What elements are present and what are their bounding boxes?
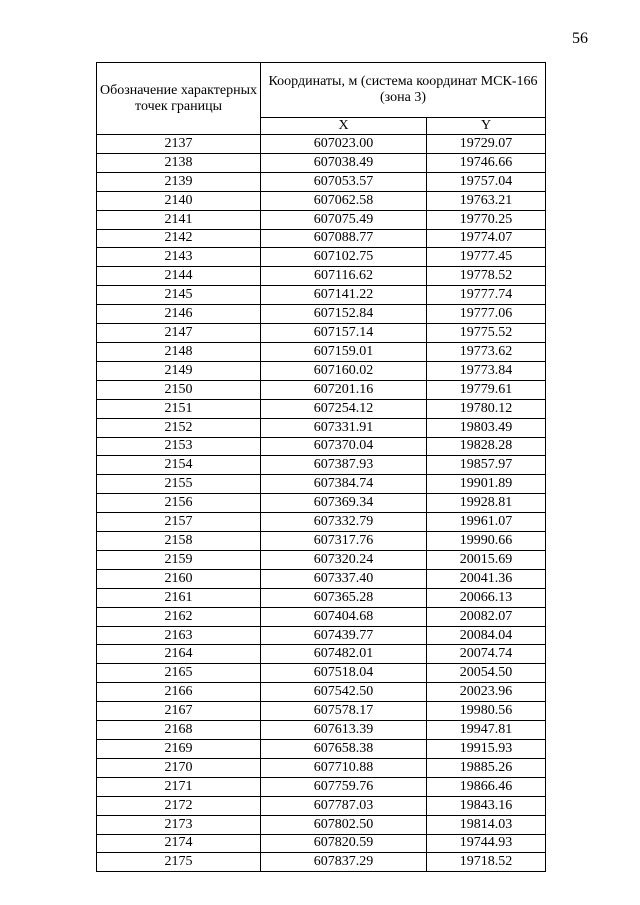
y-coordinate-cell: 19901.89 (427, 475, 546, 494)
table-row (97, 191, 546, 210)
point-id-cell: 2145 (97, 286, 261, 305)
x-coordinate-cell: 607038.49 (261, 153, 427, 172)
point-id-cell: 2141 (97, 210, 261, 229)
x-coordinate-cell: 607387.93 (261, 456, 427, 475)
point-id-cell: 2143 (97, 248, 261, 267)
y-coordinate-cell: 20084.04 (427, 626, 546, 645)
table-body (97, 135, 546, 872)
x-coordinate-cell: 607820.59 (261, 834, 427, 853)
point-id-cell: 2149 (97, 361, 261, 380)
point-id-cell: 2137 (97, 135, 261, 154)
x-coordinate-cell: 607141.22 (261, 286, 427, 305)
point-id-cell: 2169 (97, 740, 261, 759)
x-coordinate-cell: 607482.01 (261, 645, 427, 664)
table-row (97, 683, 546, 702)
y-coordinate-cell: 19803.49 (427, 418, 546, 437)
x-coordinate-cell: 607160.02 (261, 361, 427, 380)
table-row (97, 702, 546, 721)
point-id-cell: 2158 (97, 532, 261, 551)
table-row (97, 758, 546, 777)
table-row (97, 569, 546, 588)
x-coordinate-cell: 607116.62 (261, 267, 427, 286)
x-coordinate-cell: 607337.40 (261, 569, 427, 588)
y-coordinate-cell: 19773.62 (427, 342, 546, 361)
x-coordinate-cell: 607613.39 (261, 721, 427, 740)
table-row (97, 607, 546, 626)
point-id-cell: 2140 (97, 191, 261, 210)
y-coordinate-cell: 19744.93 (427, 834, 546, 853)
coordinates-table (96, 62, 546, 872)
x-coordinate-cell: 607404.68 (261, 607, 427, 626)
y-coordinate-cell: 19915.93 (427, 740, 546, 759)
point-id-cell: 2148 (97, 342, 261, 361)
y-coordinate-cell: 19778.52 (427, 267, 546, 286)
y-coordinate-cell: 19828.28 (427, 437, 546, 456)
point-id-cell: 2173 (97, 815, 261, 834)
x-coordinate-cell: 607518.04 (261, 664, 427, 683)
y-coordinate-cell: 19947.81 (427, 721, 546, 740)
x-coordinate-cell: 607159.01 (261, 342, 427, 361)
x-coordinate-cell: 607201.16 (261, 380, 427, 399)
x-coordinate-cell: 607320.24 (261, 550, 427, 569)
point-id-cell: 2146 (97, 305, 261, 324)
y-coordinate-cell: 20074.74 (427, 645, 546, 664)
x-coordinate-cell: 607157.14 (261, 324, 427, 343)
y-coordinate-cell: 19763.21 (427, 191, 546, 210)
y-coordinate-cell: 19990.66 (427, 532, 546, 551)
x-coordinate-cell: 607075.49 (261, 210, 427, 229)
table-row (97, 456, 546, 475)
table-row (97, 513, 546, 532)
point-id-cell: 2142 (97, 229, 261, 248)
point-id-cell: 2167 (97, 702, 261, 721)
x-coordinate-cell: 607710.88 (261, 758, 427, 777)
coordinates-column-header: Координаты, м (система координат МСК-166 (зона 3) (261, 63, 546, 118)
y-coordinate-cell: 20054.50 (427, 664, 546, 683)
table-row (97, 229, 546, 248)
x-coordinate-cell: 607254.12 (261, 399, 427, 418)
y-coordinate-cell: 19961.07 (427, 513, 546, 532)
table-row (97, 494, 546, 513)
point-id-cell: 2163 (97, 626, 261, 645)
table-row (97, 210, 546, 229)
x-coordinate-cell: 607152.84 (261, 305, 427, 324)
point-id-cell: 2172 (97, 796, 261, 815)
y-coordinate-cell: 19980.56 (427, 702, 546, 721)
table-row (97, 361, 546, 380)
table-row (97, 172, 546, 191)
table-row (97, 324, 546, 343)
table-row (97, 153, 546, 172)
point-id-cell: 2165 (97, 664, 261, 683)
x-coordinate-cell: 607317.76 (261, 532, 427, 551)
y-coordinate-cell: 19774.07 (427, 229, 546, 248)
y-coordinate-cell: 19773.84 (427, 361, 546, 380)
table-row (97, 532, 546, 551)
point-id-cell: 2138 (97, 153, 261, 172)
point-id-cell: 2160 (97, 569, 261, 588)
y-coordinate-cell: 19729.07 (427, 135, 546, 154)
y-coordinate-cell: 19777.45 (427, 248, 546, 267)
y-coordinate-cell: 19814.03 (427, 815, 546, 834)
x-coordinate-cell: 607088.77 (261, 229, 427, 248)
table-row (97, 399, 546, 418)
point-id-cell: 2144 (97, 267, 261, 286)
y-coordinate-cell: 19746.66 (427, 153, 546, 172)
x-coordinate-cell: 607023.00 (261, 135, 427, 154)
table-row (97, 626, 546, 645)
table-row (97, 267, 546, 286)
table-row (97, 853, 546, 872)
x-coordinate-cell: 607439.77 (261, 626, 427, 645)
point-id-cell: 2164 (97, 645, 261, 664)
y-coordinate-cell: 19780.12 (427, 399, 546, 418)
point-id-cell: 2161 (97, 588, 261, 607)
x-coordinate-cell: 607369.34 (261, 494, 427, 513)
point-id-cell: 2156 (97, 494, 261, 513)
point-id-cell: 2153 (97, 437, 261, 456)
x-coordinate-cell: 607370.04 (261, 437, 427, 456)
point-id-cell: 2168 (97, 721, 261, 740)
x-coordinate-cell: 607384.74 (261, 475, 427, 494)
table-row (97, 437, 546, 456)
point-id-cell: 2152 (97, 418, 261, 437)
table-row (97, 721, 546, 740)
x-coordinate-cell: 607658.38 (261, 740, 427, 759)
point-id-cell: 2162 (97, 607, 261, 626)
point-id-cell: 2154 (97, 456, 261, 475)
table-row (97, 588, 546, 607)
y-coordinate-cell: 19885.26 (427, 758, 546, 777)
table-row (97, 418, 546, 437)
point-id-cell: 2150 (97, 380, 261, 399)
x-column-header: X (261, 118, 427, 135)
y-coordinate-cell: 20015.69 (427, 550, 546, 569)
x-coordinate-cell: 607787.03 (261, 796, 427, 815)
x-coordinate-cell: 607062.58 (261, 191, 427, 210)
table-row (97, 286, 546, 305)
y-coordinate-cell: 20023.96 (427, 683, 546, 702)
x-coordinate-cell: 607331.91 (261, 418, 427, 437)
table-row (97, 305, 546, 324)
y-coordinate-cell: 19777.06 (427, 305, 546, 324)
x-coordinate-cell: 607053.57 (261, 172, 427, 191)
point-id-cell: 2147 (97, 324, 261, 343)
y-coordinate-cell: 19718.52 (427, 853, 546, 872)
y-coordinate-cell: 19770.25 (427, 210, 546, 229)
y-column-header: Y (427, 118, 546, 135)
table-row (97, 248, 546, 267)
x-coordinate-cell: 607759.76 (261, 777, 427, 796)
y-coordinate-cell: 20082.07 (427, 607, 546, 626)
y-coordinate-cell: 19775.52 (427, 324, 546, 343)
page-number: 56 (572, 30, 588, 47)
table-row (97, 815, 546, 834)
x-coordinate-cell: 607102.75 (261, 248, 427, 267)
y-coordinate-cell: 19779.61 (427, 380, 546, 399)
table-row (97, 550, 546, 569)
table-row (97, 645, 546, 664)
x-coordinate-cell: 607578.17 (261, 702, 427, 721)
table-row (97, 834, 546, 853)
y-coordinate-cell: 20066.13 (427, 588, 546, 607)
table-row (97, 777, 546, 796)
table-row (97, 135, 546, 154)
point-id-cell: 2174 (97, 834, 261, 853)
y-coordinate-cell: 19928.81 (427, 494, 546, 513)
point-id-cell: 2151 (97, 399, 261, 418)
x-coordinate-cell: 607365.28 (261, 588, 427, 607)
point-id-cell: 2157 (97, 513, 261, 532)
point-column-header: Обозначение характерных точек границы (97, 63, 261, 135)
x-coordinate-cell: 607802.50 (261, 815, 427, 834)
x-coordinate-cell: 607542.50 (261, 683, 427, 702)
y-coordinate-cell: 19757.04 (427, 172, 546, 191)
table-row (97, 380, 546, 399)
table-row (97, 796, 546, 815)
point-id-cell: 2170 (97, 758, 261, 777)
y-coordinate-cell: 19843.16 (427, 796, 546, 815)
point-id-cell: 2175 (97, 853, 261, 872)
point-id-cell: 2159 (97, 550, 261, 569)
y-coordinate-cell: 19777.74 (427, 286, 546, 305)
y-coordinate-cell: 19866.46 (427, 777, 546, 796)
table-row (97, 475, 546, 494)
y-coordinate-cell: 20041.36 (427, 569, 546, 588)
table-row (97, 342, 546, 361)
point-id-cell: 2166 (97, 683, 261, 702)
point-id-cell: 2155 (97, 475, 261, 494)
y-coordinate-cell: 19857.97 (427, 456, 546, 475)
table-row (97, 740, 546, 759)
x-coordinate-cell: 607332.79 (261, 513, 427, 532)
point-id-cell: 2171 (97, 777, 261, 796)
point-id-cell: 2139 (97, 172, 261, 191)
x-coordinate-cell: 607837.29 (261, 853, 427, 872)
table-row (97, 664, 546, 683)
